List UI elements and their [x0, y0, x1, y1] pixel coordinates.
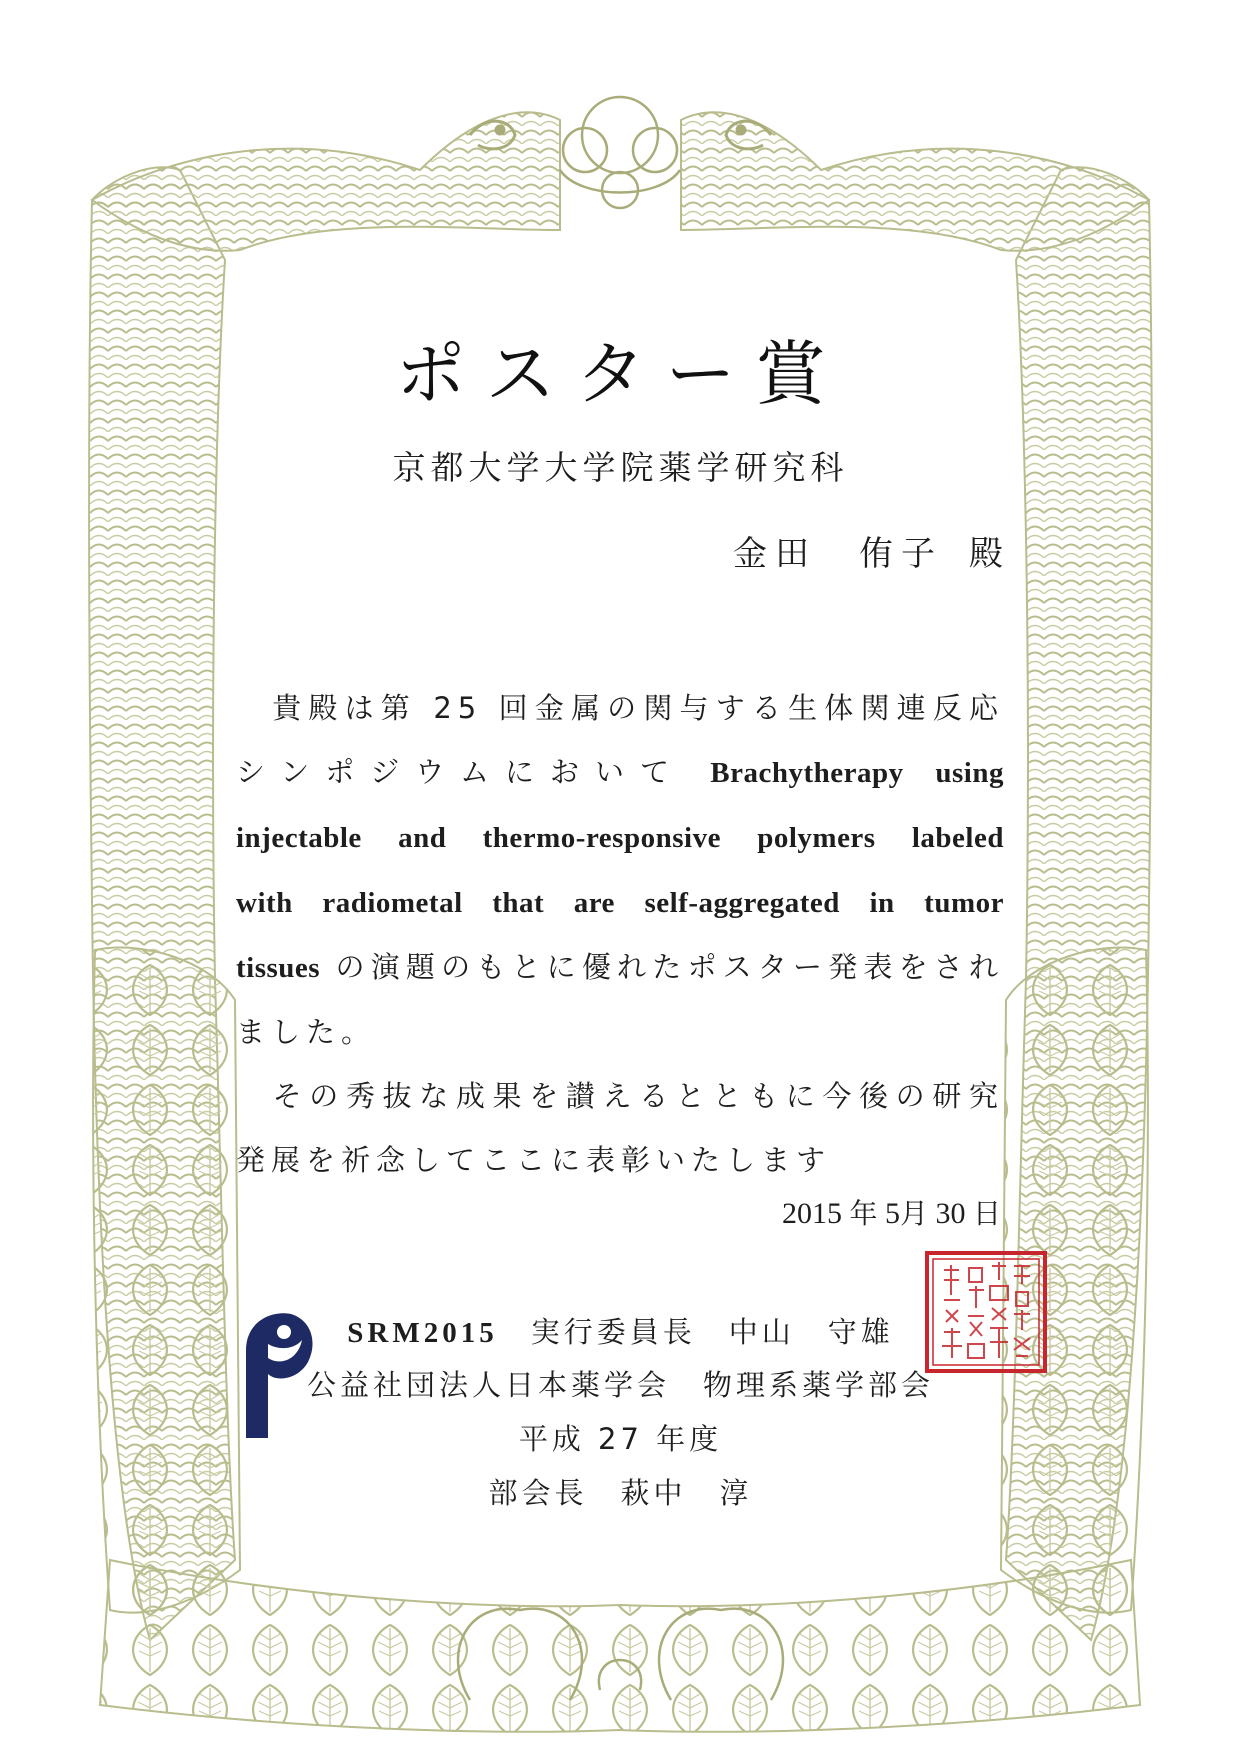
citation-paragraph-2	[236, 1064, 1004, 1192]
date-day-unit: 日	[972, 1197, 1001, 1230]
recipient-honorific: 殿	[969, 534, 1003, 574]
citation-text	[236, 676, 1004, 1192]
certificate-title: ポスター賞	[395, 333, 846, 415]
recipient-name: 金田 侑子	[733, 534, 943, 574]
signatory-line-3: 平成 27 年度	[518, 1422, 723, 1456]
date-day: 30	[935, 1197, 966, 1230]
citation-closing: の演題のもとに優れたポスター発表をされました。	[236, 950, 1004, 1049]
conference-code: SRM2015	[347, 1317, 498, 1349]
recipient	[733, 526, 1003, 575]
date-year-unit: 年	[849, 1197, 878, 1230]
recipient-affiliation: 京都大学大学院薬学研究科	[392, 448, 849, 487]
signatory-line-4: 部会長 萩中 淳	[488, 1476, 753, 1510]
committee-chair: 実行委員長 中山 守雄	[530, 1315, 894, 1349]
award-date	[782, 1192, 1001, 1232]
citation-paragraph-1	[236, 676, 1004, 1064]
presentation-title: Brachytherapy using injectable and thermo-responsive polymers labeled with radiometal that are self-aggregated in tumor tissues	[236, 757, 1004, 984]
signatory-line-2: 公益社団法人日本薬学会 物理系薬学部会	[306, 1368, 934, 1402]
date-month: 5	[884, 1197, 900, 1230]
date-year: 2015	[781, 1197, 842, 1230]
date-month-unit: 月	[899, 1197, 928, 1230]
signatory-line-1	[0, 1310, 1241, 1351]
citation-intro: 貴殿は第 25 回金属の関与する生体関連反応シンポジウムにおいて	[236, 691, 1004, 789]
citation-praise: その秀抜な成果を讃えるとともに今後の研究発展を祈念してここに表彰いたします	[236, 1079, 1004, 1177]
